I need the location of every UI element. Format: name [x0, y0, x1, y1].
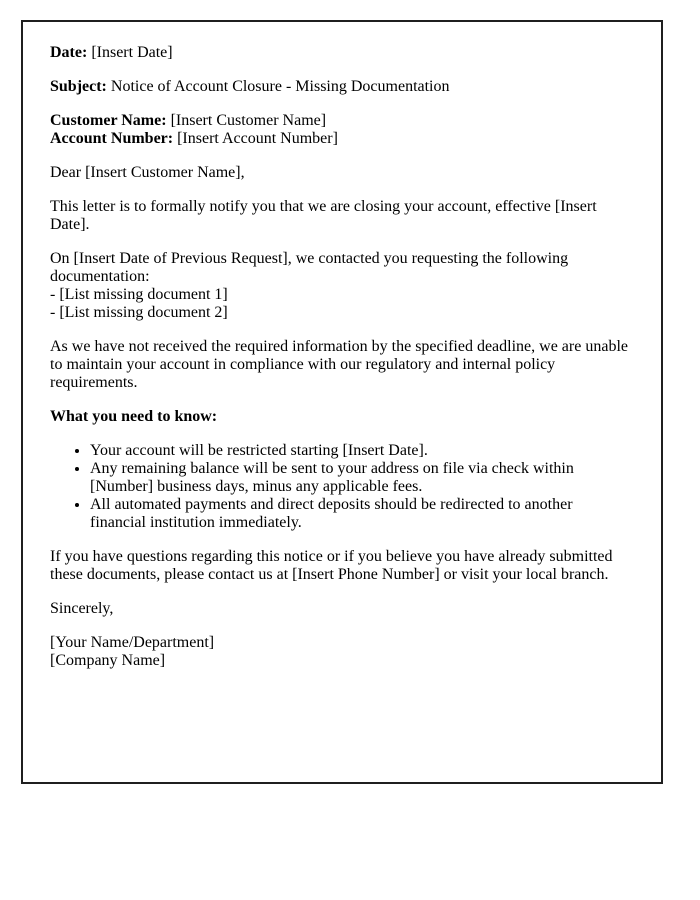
- account-number-value: [Insert Account Number]: [177, 130, 338, 147]
- signature-block: [50, 634, 630, 670]
- paragraph-request-block: [50, 250, 630, 322]
- subject-label: Subject:: [50, 78, 107, 95]
- subject-line: [50, 78, 630, 96]
- signature-company: [Company Name]: [50, 652, 166, 669]
- letter-frame: [21, 20, 663, 784]
- paragraph-request: On [Insert Date of Previous Request], we contacted you requesting the following documentation:: [50, 250, 569, 285]
- customer-name-value: [Insert Customer Name]: [170, 112, 327, 129]
- date-label: Date:: [50, 44, 88, 61]
- subject-value: Notice of Account Closure - Missing Documentation: [110, 78, 450, 95]
- salutation: Dear [Insert Customer Name],: [50, 164, 245, 181]
- key-points-list: [50, 442, 630, 532]
- know-heading: [50, 408, 630, 426]
- closing: Sincerely,: [50, 600, 114, 617]
- missing-document-1: - [List missing document 1]: [50, 286, 228, 303]
- date-value: [Insert Date]: [91, 44, 173, 61]
- paragraph-compliance: As we have not received the required information by the specified deadline, we are unable to maintain your account in compliance with our regulatory and internal policy requirements.: [50, 338, 628, 391]
- missing-document-2: - [List missing document 2]: [50, 304, 228, 321]
- know-heading-text: What you need to know:: [50, 408, 218, 425]
- list-item: • Any remaining balance will be sent to your address on file via check within [Number] business days, minus any applicable fees.: [90, 460, 630, 496]
- paragraph-notify: This letter is to formally notify you that we are closing your account, effective [Insert Date].: [50, 198, 597, 233]
- account-number-label: Account Number:: [50, 130, 174, 147]
- customer-account-block: [50, 112, 630, 148]
- customer-name-label: Customer Name:: [50, 112, 167, 129]
- list-item: • Your account will be restricted starting [Insert Date].: [90, 442, 630, 460]
- paragraph-questions: If you have questions regarding this notice or if you believe you have already submitted these documents, please contact us at [Insert Phone Number] or visit your local branch.: [50, 548, 613, 583]
- signature-name: [Your Name/Department]: [50, 634, 215, 651]
- date-line: [50, 44, 630, 62]
- list-item: • All automated payments and direct deposits should be redirected to another financial institution immediately.: [90, 496, 630, 532]
